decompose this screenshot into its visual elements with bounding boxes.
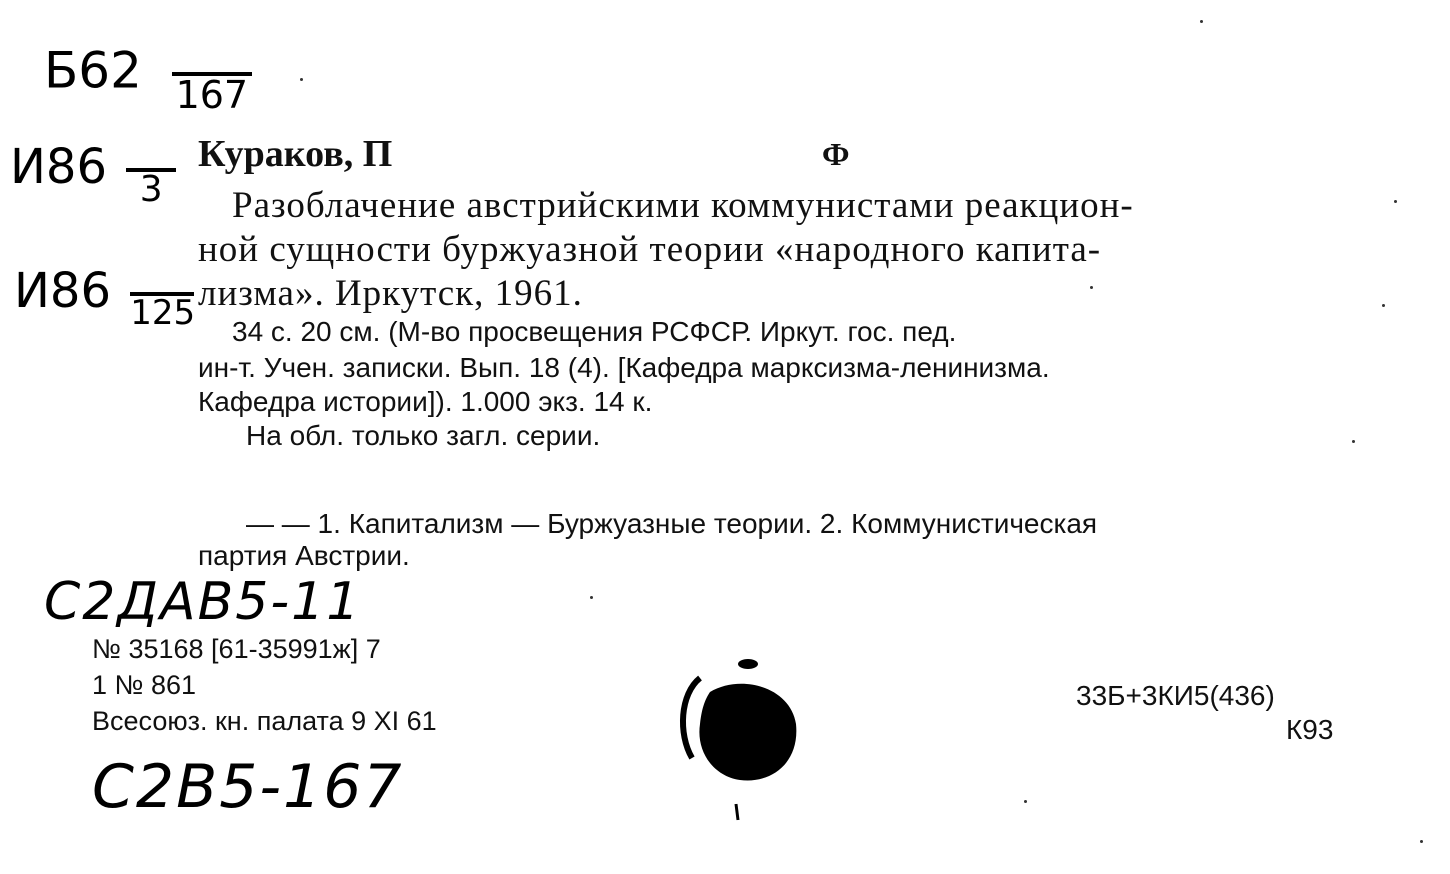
scan-speck [1420, 840, 1423, 843]
description-line-3: Кафедра истории]). 1.000 экз. 14 к. [198, 386, 653, 417]
shelf-mark-3-fraction [130, 258, 196, 333]
shelf-mark-3-left: И86 [14, 263, 111, 319]
format-marker: Ф [822, 136, 850, 172]
subjects-line-1: — — 1. Капитализм — Буржуазные теории. 2. Коммунистическая [246, 508, 1098, 539]
scan-speck [1382, 304, 1385, 307]
book-chamber: Всесоюз. кн. палата 9 XI 61 [92, 706, 437, 736]
handwritten-code-2: C2В5-167 [92, 752, 404, 822]
scan-speck [1394, 200, 1397, 203]
scan-speck [1200, 20, 1203, 23]
shelf-mark-top-left: Б62 [44, 41, 142, 100]
shelf-mark-top-denominator: 167 [172, 72, 252, 114]
shelf-mark-top-fraction [172, 34, 252, 117]
handwritten-code-1: C2ДАВ5-11 [44, 572, 362, 632]
shelf-mark-2-denominator: 3 [126, 168, 176, 208]
shelf-mark-2-left: И86 [10, 139, 107, 195]
title-line-1: Разоблачение австрийскими коммунистами реакцион- [232, 185, 1134, 226]
scan-speck [1090, 286, 1093, 289]
copy-number: 1 № 861 [92, 670, 197, 700]
library-stamp [660, 654, 810, 824]
description-line-1: 34 с. 20 см. (М-во просвещения РСФСР. Иркут. гос. пед. [232, 316, 957, 347]
author-heading: Кураков, П [198, 133, 393, 175]
handwritten-shelf-mark-2 [10, 132, 176, 208]
scan-speck [1352, 440, 1355, 443]
scan-speck [300, 78, 303, 81]
scan-speck [590, 596, 593, 599]
shelf-mark-2-fraction [126, 132, 176, 208]
classification-index: 33Б+3КИ5(436) [1076, 680, 1275, 711]
series-note: На обл. только загл. серии. [246, 420, 601, 451]
registration-number: № 35168 [61-35991ж] 7 [92, 634, 381, 664]
handwritten-shelf-mark-top [44, 34, 252, 117]
description-line-2: ин-т. Учен. записки. Вып. 18 (4). [Кафедра марксизма-ленинизма. [198, 352, 1050, 383]
title-line-2: ной сущности буржуазной теории «народного капита- [198, 229, 1102, 270]
handwritten-shelf-mark-3 [14, 258, 196, 333]
cutter-number: К93 [1286, 714, 1334, 745]
subjects-line-2: партия Австрии. [198, 540, 410, 571]
scan-speck [1024, 800, 1027, 803]
shelf-mark-3-denominator: 125 [130, 293, 196, 333]
title-line-3: лизма». Иркутск, 1961. [198, 273, 583, 314]
